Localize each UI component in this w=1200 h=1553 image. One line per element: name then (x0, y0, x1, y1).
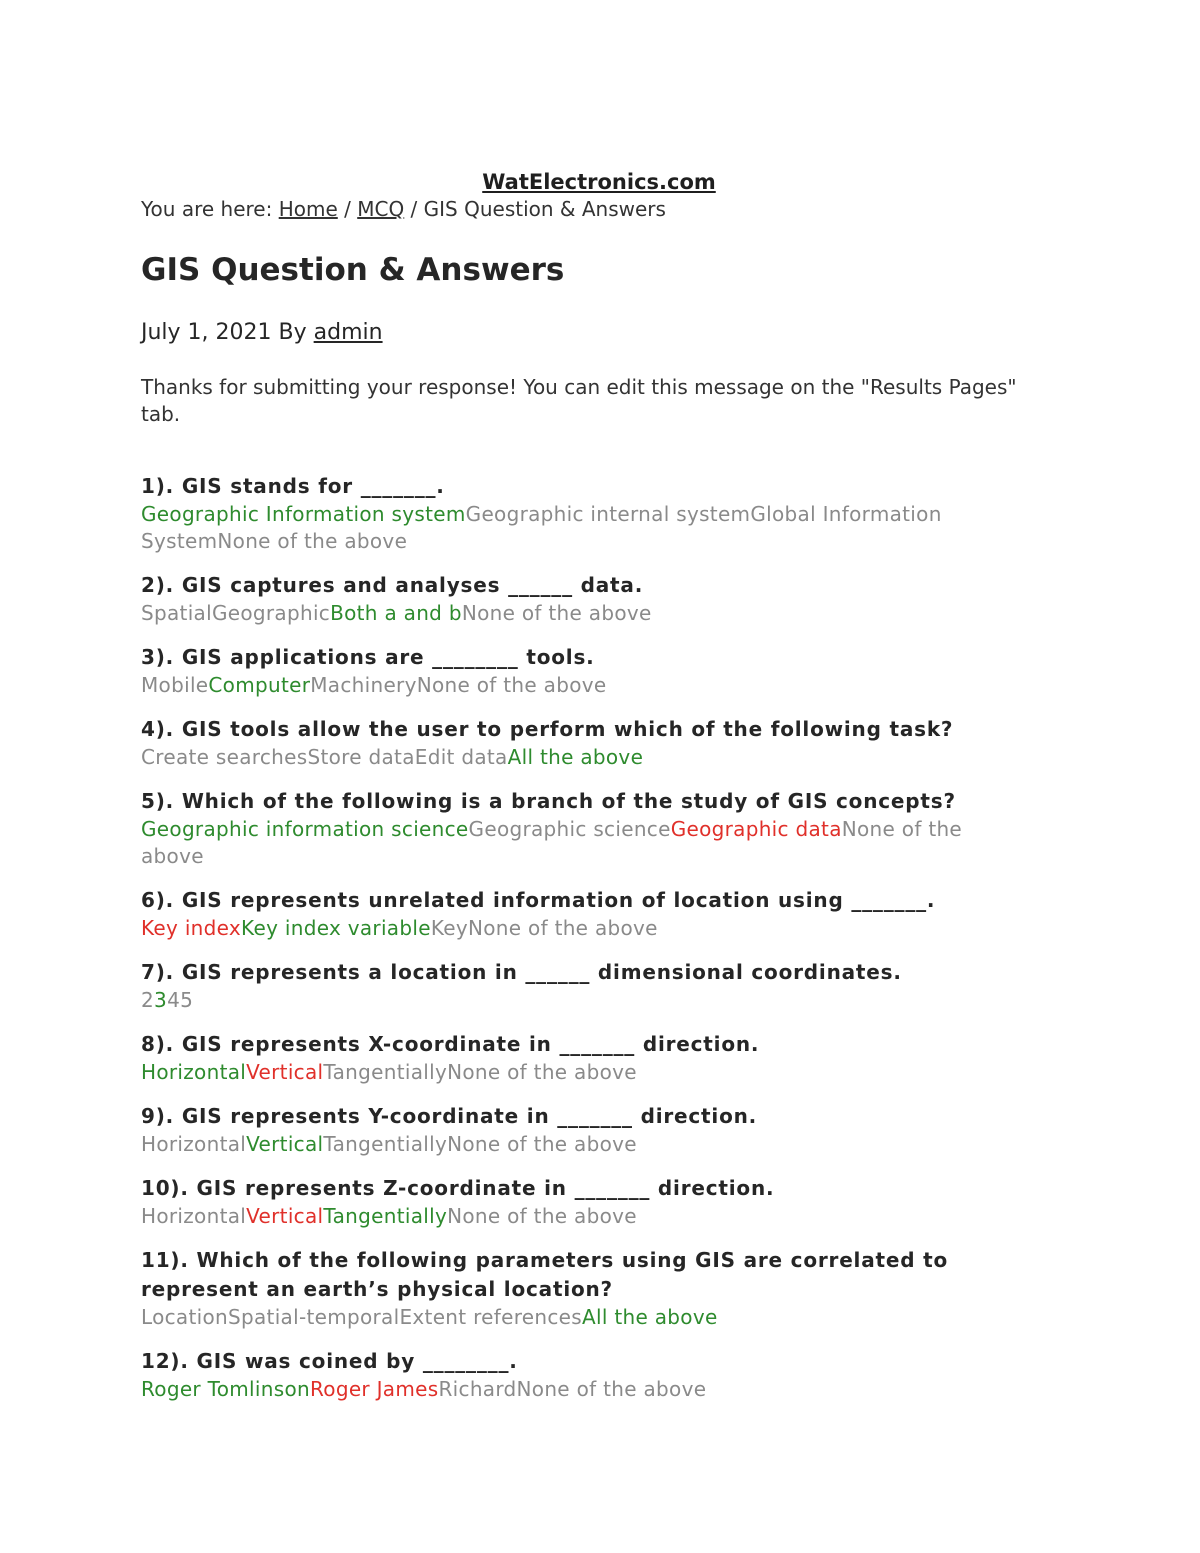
answer-options (141, 1376, 1021, 1403)
breadcrumb-mcq-link[interactable]: MCQ (357, 197, 405, 221)
question-item (141, 715, 1021, 771)
answer-option-correct[interactable]: Key index variable (241, 916, 431, 940)
question-text: 3). GIS applications are ________ tools. (141, 645, 595, 669)
answer-option-correct[interactable]: All the above (582, 1305, 718, 1329)
question-item (141, 787, 1021, 870)
answer-option-neutral[interactable]: 2 (141, 988, 155, 1012)
question-text: 12). GIS was coined by ________. (141, 1349, 518, 1373)
answer-option-neutral[interactable]: Store data (307, 745, 415, 769)
question-item (141, 643, 1021, 699)
breadcrumb-prefix: You are here: (141, 197, 279, 221)
answer-option-wrong[interactable]: Vertical (246, 1204, 324, 1228)
breadcrumb-current: GIS Question & Answers (423, 197, 666, 221)
answer-option-neutral[interactable]: Edit data (414, 745, 508, 769)
answer-option-neutral[interactable]: Global Information System (141, 502, 942, 553)
answer-option-correct[interactable]: Computer (208, 673, 311, 697)
answer-option-neutral[interactable]: Spatial (141, 601, 212, 625)
answer-option-neutral[interactable]: None of the above (447, 1060, 637, 1084)
answer-options (141, 987, 1021, 1014)
answer-option-correct[interactable]: Geographic information science (141, 817, 469, 841)
answer-options (141, 672, 1021, 699)
answer-option-neutral[interactable]: Extent references (399, 1305, 582, 1329)
answer-options (141, 600, 1021, 627)
question-item (141, 1030, 1021, 1086)
answer-option-neutral[interactable]: Richard (438, 1377, 517, 1401)
question-item (141, 1174, 1021, 1230)
answer-option-correct[interactable]: Vertical (246, 1132, 324, 1156)
results-message: Thanks for submitting your response! You can edit this message on the "Results Pages" tab. (141, 375, 1017, 426)
answer-option-wrong[interactable]: Key index (141, 916, 242, 940)
question-item (141, 886, 1021, 942)
answer-option-neutral[interactable]: None of the above (217, 529, 408, 553)
answer-option-neutral[interactable]: Location (141, 1305, 228, 1329)
answer-options (141, 744, 1021, 771)
answer-option-neutral[interactable]: None of the above (516, 1377, 707, 1401)
answer-options (141, 915, 1021, 942)
answer-option-neutral[interactable]: Tangentially (323, 1060, 448, 1084)
article-date: July 1, 2021 (141, 320, 272, 345)
answer-option-correct[interactable]: Geographic Information system (141, 502, 466, 526)
question-text: 1). GIS stands for _______. (141, 474, 445, 498)
answer-options (141, 1304, 1021, 1331)
answer-option-wrong[interactable]: Roger James (309, 1377, 439, 1401)
answer-option-neutral[interactable]: Create searches (141, 745, 308, 769)
answer-option-wrong[interactable]: Vertical (246, 1060, 324, 1084)
author-link[interactable]: admin (313, 320, 383, 345)
answer-option-neutral[interactable]: Mobile (141, 673, 209, 697)
article-by: By (271, 320, 314, 345)
answer-option-correct[interactable]: All the above (507, 745, 644, 769)
answer-option-neutral[interactable]: Horizontal (141, 1132, 247, 1156)
question-list (141, 472, 1021, 1403)
question-text: 11). Which of the following parameters using GIS are correlated to represent an earth’s physical location? (141, 1248, 949, 1301)
answer-option-neutral[interactable]: Spatial-temporal (228, 1305, 400, 1329)
breadcrumb-separator: / (404, 197, 424, 221)
question-text: 5). Which of the following is a branch of the study of GIS concepts? (141, 789, 956, 813)
answer-option-neutral[interactable]: None of the above (416, 673, 607, 697)
question-text: 7). GIS represents a location in ______ dimensional coordinates. (141, 960, 902, 984)
question-text: 10). GIS represents Z-coordinate in _______ direction. (141, 1176, 775, 1200)
answer-option-neutral[interactable]: Tangentially (323, 1132, 448, 1156)
answer-option-correct[interactable]: Tangentially (323, 1204, 448, 1228)
answer-options (141, 1059, 1021, 1086)
answer-option-correct[interactable]: 3 (154, 988, 168, 1012)
answer-option-neutral[interactable]: Geographic (211, 601, 331, 625)
breadcrumb-home-link[interactable]: Home (278, 197, 338, 221)
answer-option-neutral[interactable]: 5 (180, 988, 194, 1012)
answer-option-correct[interactable]: Horizontal (141, 1060, 247, 1084)
question-text: 4). GIS tools allow the user to perform which of the following task? (141, 717, 954, 741)
question-item (141, 1347, 1021, 1403)
question-item (141, 1246, 1021, 1331)
question-item (141, 571, 1021, 627)
question-text: 9). GIS represents Y-coordinate in _______ direction. (141, 1104, 758, 1128)
answer-option-neutral[interactable]: Machinery (310, 673, 417, 697)
answer-option-neutral[interactable]: None of the above (468, 916, 658, 940)
answer-option-neutral[interactable]: 4 (167, 988, 181, 1012)
answer-option-neutral[interactable]: None of the above (141, 817, 963, 868)
breadcrumb (141, 196, 1021, 222)
answer-options (141, 501, 1021, 555)
article-meta (141, 318, 1021, 348)
answer-option-neutral[interactable]: None of the above (447, 1204, 637, 1228)
site-title[interactable]: WatElectronics.com (482, 170, 716, 194)
answer-options (141, 1203, 1021, 1230)
question-item (141, 472, 1021, 555)
question-text: 8). GIS represents X-coordinate in _______ direction. (141, 1032, 760, 1056)
page-title: GIS Question & Answers (141, 252, 565, 288)
answer-option-neutral[interactable]: None of the above (447, 1132, 637, 1156)
answer-option-correct[interactable]: Both a and b (330, 601, 462, 625)
question-text: 2). GIS captures and analyses ______ data. (141, 573, 644, 597)
answer-option-neutral[interactable]: Geographic internal system (465, 502, 751, 526)
answer-option-neutral[interactable]: Geographic science (468, 817, 671, 841)
answer-option-neutral[interactable]: Key (430, 916, 468, 940)
answer-option-wrong[interactable]: Geographic data (670, 817, 842, 841)
breadcrumb-separator: / (337, 197, 358, 221)
document-page (141, 168, 1021, 1419)
question-item (141, 1102, 1021, 1158)
question-text: 6). GIS represents unrelated information of location using _______. (141, 888, 936, 912)
answer-options (141, 1131, 1021, 1158)
answer-option-correct[interactable]: Roger Tomlinson (141, 1377, 310, 1401)
answer-options (141, 816, 1021, 870)
answer-option-neutral[interactable]: Horizontal (141, 1204, 247, 1228)
answer-option-neutral[interactable]: None of the above (461, 601, 652, 625)
question-item (141, 958, 1021, 1014)
